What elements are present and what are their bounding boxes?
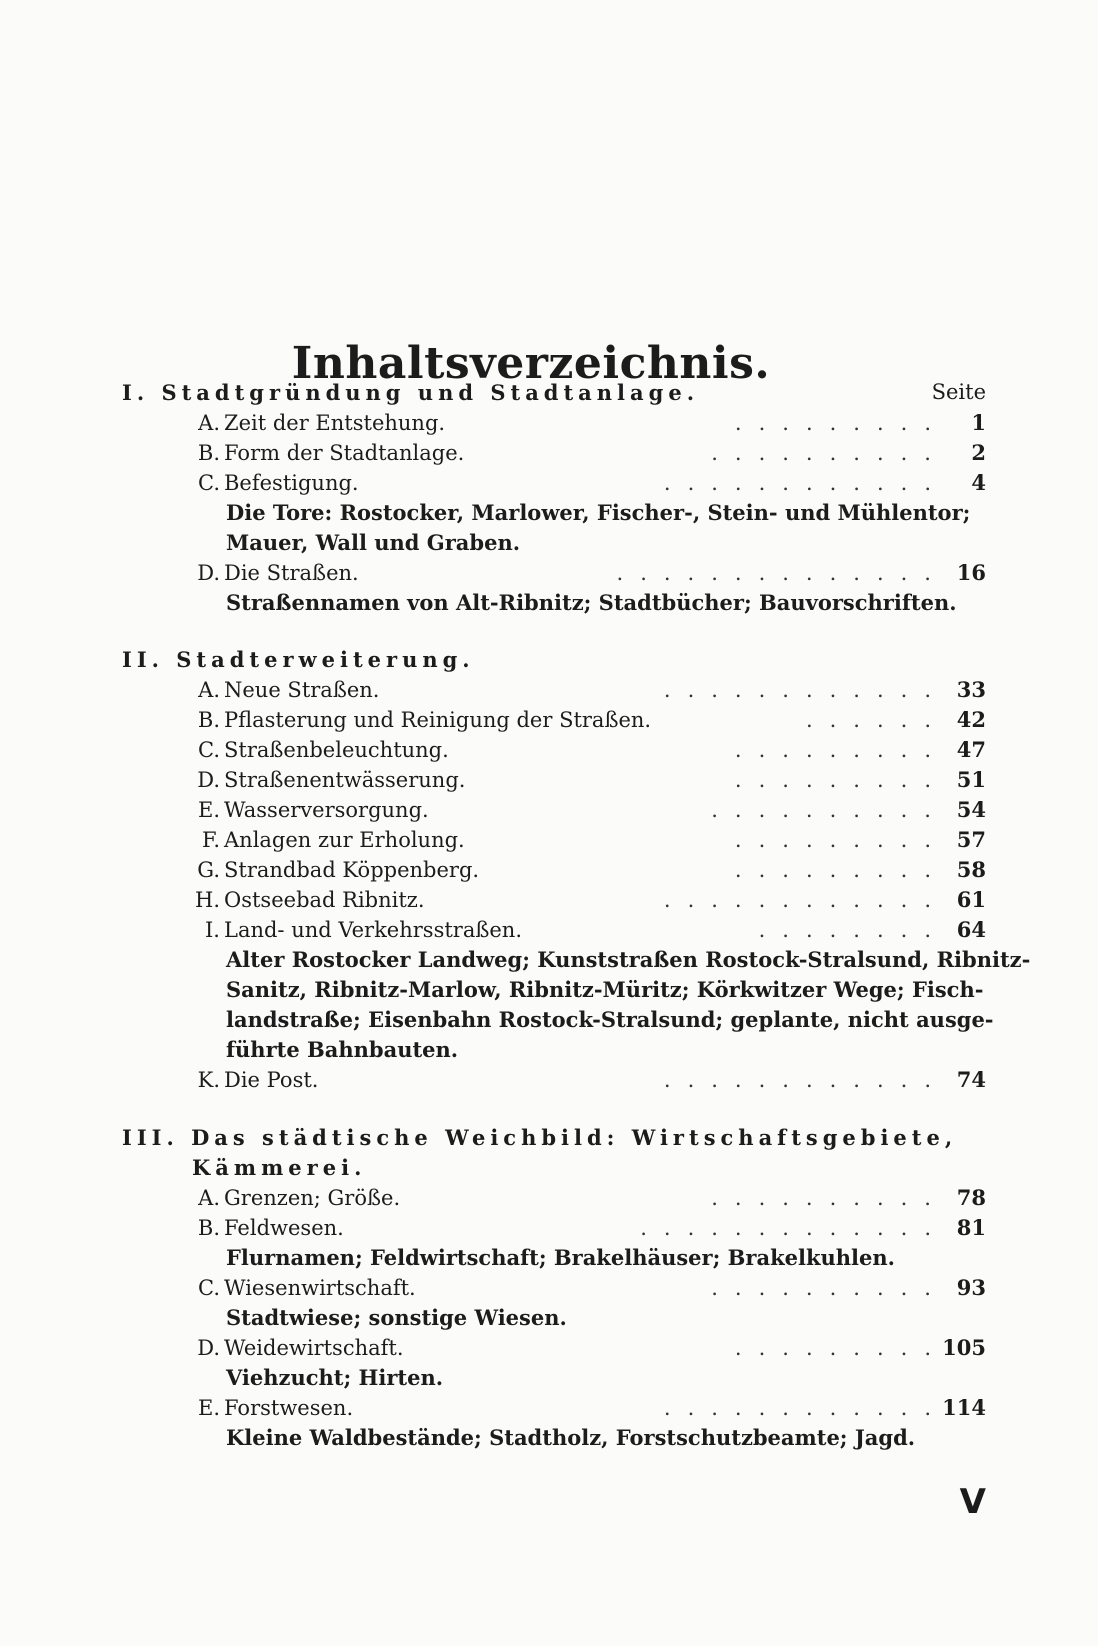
section-heading (0, 378, 1098, 408)
entry-page: 93 (956, 1275, 986, 1300)
section-heading-text: Kämmerei. (192, 1155, 367, 1180)
entry-page: 61 (956, 887, 986, 912)
entry-title: Wasserversorgung. (224, 798, 429, 822)
entry-page: 47 (956, 737, 986, 762)
subentry-text: Stadtwiese; sonstige Wiesen. (226, 1305, 567, 1330)
entry-page: 16 (956, 560, 986, 585)
toc-subentry (0, 1363, 1098, 1393)
entry-page: 114 (942, 1395, 986, 1420)
leader-dots: ........ (758, 918, 948, 942)
entry-page: 58 (956, 857, 986, 882)
entry-letter: A. (198, 411, 220, 435)
toc-entry (0, 855, 1098, 885)
toc-subentry (0, 945, 1098, 975)
section-heading-text: II. Stadterweiterung. (122, 647, 475, 672)
toc-entry (0, 825, 1098, 855)
toc-subentry (0, 1035, 1098, 1065)
leader-dots: .......... (711, 798, 948, 822)
entry-title: Die Straßen. (224, 561, 359, 585)
entry-letter: K. (197, 1068, 220, 1092)
entry-title: Strandbad Köppenberg. (224, 858, 480, 882)
subentry-text: Straßennamen von Alt-Ribnitz; Stadtbücher; Bauvorschriften. (226, 590, 957, 615)
subentry-text: Viehzucht; Hirten. (226, 1365, 444, 1390)
entry-title: Anlagen zur Erholung. (224, 828, 465, 852)
leader-dots: ............. (640, 1216, 948, 1240)
subentry-text: Kleine Waldbestände; Stadtholz, Forstschutzbeamte; Jagd. (226, 1425, 916, 1450)
toc-entry (0, 1065, 1098, 1095)
subentry-text: Alter Rostocker Landweg; Kunststraßen Rostock-Stralsund, Ribnitz- (226, 947, 1031, 972)
subentry-text: führte Bahnbauten. (226, 1037, 459, 1062)
toc-subentry (0, 1423, 1098, 1453)
toc-entry (0, 468, 1098, 498)
entry-title: Zeit der Entstehung. (224, 411, 446, 435)
entry-letter: A. (198, 678, 220, 702)
entry-letter: C. (198, 471, 220, 495)
toc-entry (0, 558, 1098, 588)
subentry-text: Mauer, Wall und Graben. (226, 530, 521, 555)
toc-entry (0, 885, 1098, 915)
toc-entry (0, 765, 1098, 795)
leader-dots: .......... (711, 441, 948, 465)
toc-entry (0, 1213, 1098, 1243)
entry-title: Form der Stadtanlage. (224, 441, 465, 465)
page-folio: V (959, 1482, 986, 1522)
entry-title: Grenzen; Größe. (224, 1186, 401, 1210)
toc-entry (0, 795, 1098, 825)
page-column-label: Seite (931, 380, 986, 404)
section-heading-text: III. Das städtische Weichbild: Wirtschaftsgebiete, (122, 1125, 958, 1150)
section-heading (0, 1123, 1098, 1153)
leader-dots: ............ (663, 678, 948, 702)
toc-entry (0, 735, 1098, 765)
leader-dots: ......... (734, 768, 948, 792)
entry-title: Befestigung. (224, 471, 359, 495)
entry-letter: B. (197, 441, 220, 465)
entry-letter: B. (197, 708, 220, 732)
toc-entry (0, 1393, 1098, 1423)
toc-entry (0, 438, 1098, 468)
entry-page: 74 (956, 1067, 986, 1092)
entry-page: 4 (971, 470, 986, 495)
page-title: Inhaltsverzeichnis. (291, 338, 771, 389)
subentry-text: Die Tore: Rostocker, Marlower, Fischer-, Stein- und Mühlentor; (226, 500, 971, 525)
toc-entry (0, 1183, 1098, 1213)
entry-title: Forstwesen. (224, 1396, 354, 1420)
entry-page: 57 (956, 827, 986, 852)
entry-letter: I. (205, 918, 220, 942)
leader-dots: ......... (734, 1336, 948, 1360)
entry-letter: C. (198, 1276, 220, 1300)
leader-dots: ............ (663, 471, 948, 495)
toc-subentry (0, 1005, 1098, 1035)
entry-letter: D. (197, 1336, 220, 1360)
entry-page: 81 (956, 1215, 986, 1240)
toc-subentry (0, 975, 1098, 1005)
section-heading-text: I. Stadtgründung und Stadtanlage. (122, 380, 700, 405)
toc-entry (0, 408, 1098, 438)
toc-entry (0, 1273, 1098, 1303)
entry-title: Ostseebad Ribnitz. (224, 888, 425, 912)
entry-page: 105 (942, 1335, 986, 1360)
entry-letter: D. (197, 561, 220, 585)
entry-title: Die Post. (224, 1068, 319, 1092)
toc-subentry (0, 498, 1098, 528)
toc-entry (0, 915, 1098, 945)
entry-page: 33 (956, 677, 986, 702)
entry-letter: G. (197, 858, 220, 882)
entry-letter: D. (197, 768, 220, 792)
entry-page: 78 (956, 1185, 986, 1210)
leader-dots: .......... (711, 1186, 948, 1210)
toc-subentry (0, 588, 1098, 618)
entry-page: 51 (956, 767, 986, 792)
entry-letter: E. (197, 1396, 220, 1420)
entry-letter: A. (198, 1186, 220, 1210)
section-heading (0, 1153, 1098, 1183)
entry-title: Straßenbeleuchtung. (224, 738, 449, 762)
entry-title: Neue Straßen. (224, 678, 380, 702)
section-heading (0, 645, 1098, 675)
toc-subentry (0, 1303, 1098, 1333)
leader-dots: .............. (616, 561, 948, 585)
toc-subentry (0, 1243, 1098, 1273)
entry-page: 42 (956, 707, 986, 732)
entry-page: 64 (956, 917, 986, 942)
entry-page: 54 (956, 797, 986, 822)
entry-page: 1 (971, 410, 986, 435)
entry-page: 2 (971, 440, 986, 465)
entry-title: Feldwesen. (224, 1216, 344, 1240)
toc-entry (0, 1333, 1098, 1363)
toc-subentry (0, 528, 1098, 558)
entry-letter: C. (198, 738, 220, 762)
entry-letter: E. (197, 798, 220, 822)
subentry-text: Sanitz, Ribnitz-Marlow, Ribnitz-Müritz; Körkwitzer Wege; Fisch- (226, 977, 984, 1002)
entry-title: Land- und Verkehrsstraßen. (224, 918, 522, 942)
entry-title: Wiesenwirtschaft. (224, 1276, 416, 1300)
leader-dots: ...... (805, 708, 948, 732)
leader-dots: ............ (663, 888, 948, 912)
leader-dots: ......... (734, 858, 948, 882)
entry-letter: H. (195, 888, 220, 912)
subentry-text: Flurnamen; Feldwirtschaft; Brakelhäuser; Brakelkuhlen. (226, 1245, 895, 1270)
entry-title: Weidewirtschaft. (224, 1336, 404, 1360)
leader-dots: ......... (734, 411, 948, 435)
toc-entry (0, 705, 1098, 735)
entry-title: Pflasterung und Reinigung der Straßen. (224, 708, 652, 732)
toc-entry (0, 675, 1098, 705)
entry-letter: F. (202, 828, 220, 852)
leader-dots: ......... (734, 738, 948, 762)
leader-dots: ............ (663, 1068, 948, 1092)
entry-letter: B. (197, 1216, 220, 1240)
subentry-text: landstraße; Eisenbahn Rostock-Stralsund; geplante, nicht ausge- (226, 1007, 994, 1032)
leader-dots: .......... (711, 1276, 948, 1300)
entry-title: Straßenentwässerung. (224, 768, 466, 792)
leader-dots: ............ (663, 1396, 948, 1420)
leader-dots: ......... (734, 828, 948, 852)
